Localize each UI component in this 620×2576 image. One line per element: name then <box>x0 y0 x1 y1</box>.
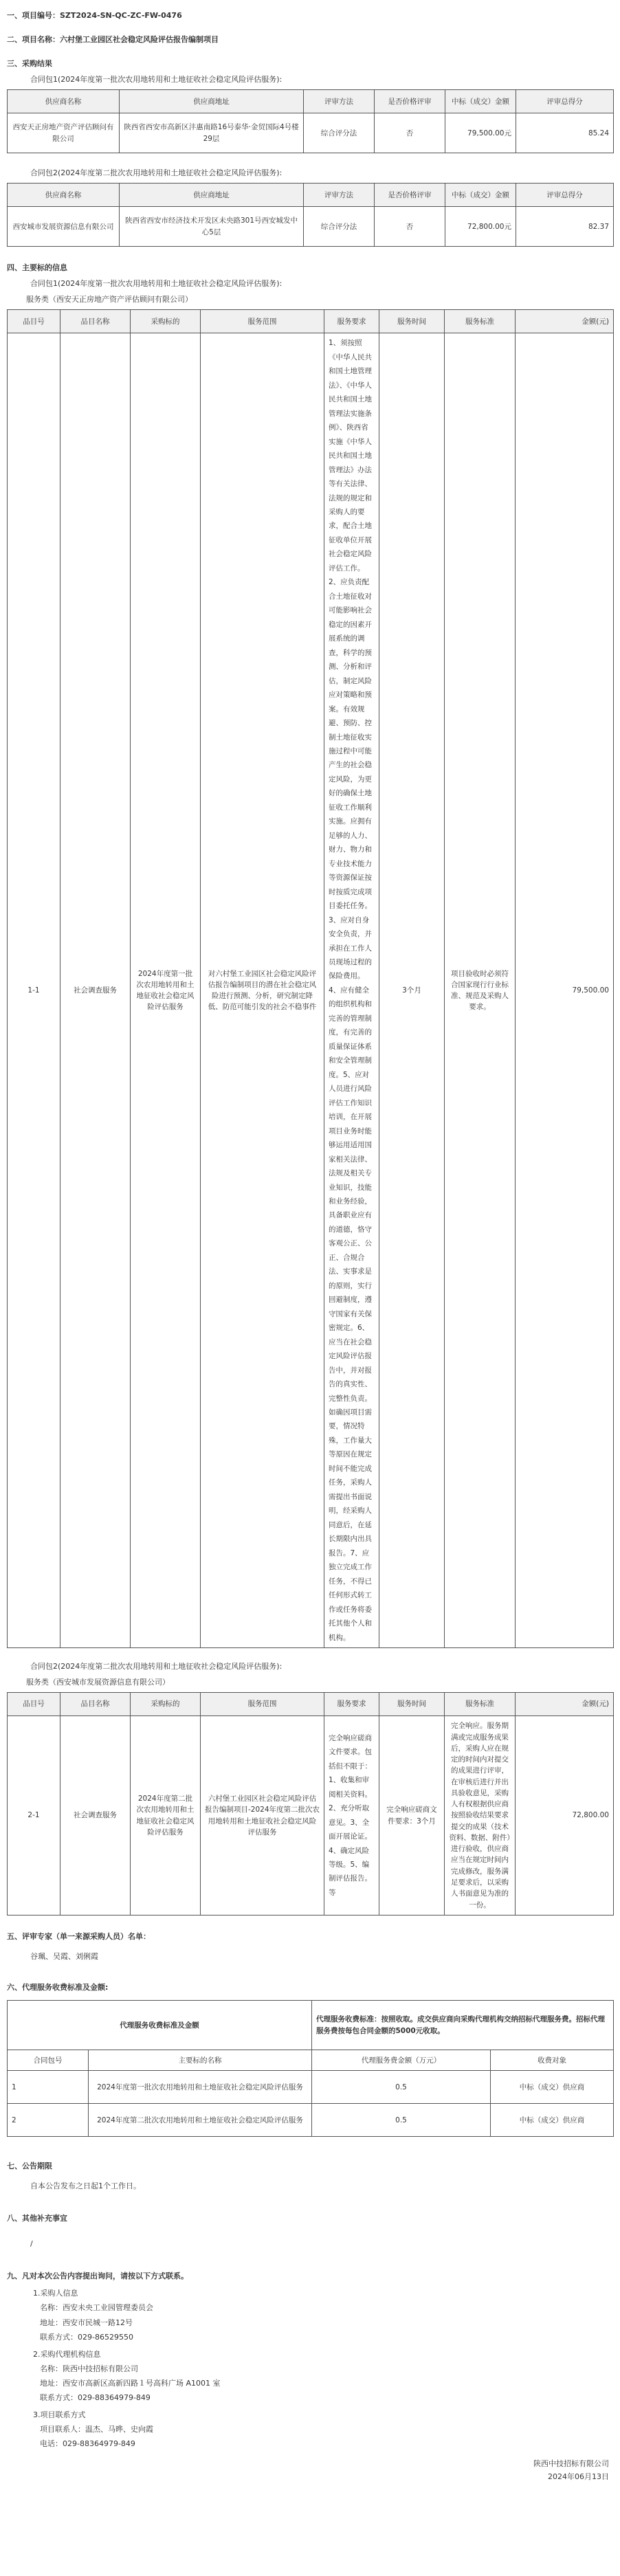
result-pkg2-intro: 合同包2(2024年度第二批次农用地转用和土地征收社会稳定风险评估服务): <box>30 168 283 178</box>
buyer-name: 名称：西安未央工业园管理委员会 <box>40 2303 153 2313</box>
agency-address: 地址：西安市高新区高新四路１号高科广场 A1001 室 <box>40 2378 221 2388</box>
col-requirements: 服务要求 <box>324 1693 379 1716</box>
items-table-header <box>8 310 614 333</box>
items-pkg2-service-line: 服务类（西安城市发展资源信息有限公司） <box>26 1678 170 1687</box>
col-bid-amount: 中标（成交）金额 <box>445 184 516 207</box>
fee-table-top-header <box>8 2001 614 2050</box>
item-requirements: 1、须按照《中华人民共和国土地管理法》、《中华人民共和国土地管理法实施条例》、陕西省实施《中华人民共和国土地管理法》办法等有关法律、法规的规定和采购人的要求，配合土地征收单位开展社会稳定风险评估工作。2、应负责配合土地征收对可能影响社会稳定的因素开展系统的调查，科学的预测、分析和评估，制定风险应对策略和预案。有效规避、预防、控制土地征收实施过程中可能产生的社会稳定风险，为更好的确保土地征收工作顺利实施。应拥有足够的人力、财力、物力和专业技术能力等资源保证按时按质完成项目委托任务。3、应对自身安全负责，并承担在工作人员现场过程的保险费用。4、应有健全的组织机构和完善的管理制度，有完善的质量保证体系和安全管理制度。5、应对人员进行风险评估工作知识培训，在开展项目业务时能够运用适用国家相关法律、法规及相关专业知识，技能和业务经验，具备职业应有的道德，恪守客观公正、公正、合规合法、实事求是的原则，实行回避制度，遵守国家有关保密规定。6、应当在社会稳定风险评估报告中，并对报告的真实性、完整性负责。如确因项目需要，情况特殊，工作量大等原因在规定时间不能完成任务，采购人需提出书面说明，经采购人同意后，在延长期限内出具报告。7、应独立完成工作任务，不得已任何形式转工作或任务将委托其他个人和机构。 <box>324 333 379 1648</box>
item-standard: 完全响应。服务期满或完成服务成果后，采购人应在规定的时间内对提交的成果进行评审，在审核后进行并出具验收意见，采购人有权根据供应商按照验收结果要求提交的成果（技术资料、数据、附件）进行验收，供应商应当在规定时间内完成修改，服务满足要求后，以采购人书面意见为准的一份。 <box>445 1716 516 1916</box>
col-total-score: 评审总得分 <box>516 90 614 113</box>
bid-amount: 72,800.00元 <box>445 207 516 247</box>
experts-heading: 五、评审专家（单一来源采购人员）名单： <box>7 1932 151 1942</box>
supplier-name: 西安天正房地产资产评估顾问有限公司 <box>8 113 120 153</box>
col-scope: 服务范围 <box>201 1693 324 1716</box>
item-amount: 79,500.00 <box>516 333 614 1648</box>
project-contact-phone: 电话：029-88364979-849 <box>40 2439 135 2448</box>
col-item-name: 品目名称 <box>60 310 131 333</box>
items-table-header <box>8 1693 614 1716</box>
fee-payer: 中标（成交）供应商 <box>491 2071 614 2104</box>
item-standard: 项目验收时必须符合国家现行行业标准、规范及采购人要求。 <box>445 333 516 1648</box>
item-amount: 72,800.00 <box>516 1716 614 1916</box>
item-scope: 六村堡工业园区社会稳定风险评估报告编制项目-2024年度第二批次农用地转用和土地征收社会稳定风险评估服务 <box>201 1716 324 1916</box>
main-target: 2024年度第二批次农用地转用和土地征收社会稳定风险评估服务 <box>89 2104 312 2137</box>
item-scope: 对六村堡工业园区社会稳定风险评估报告编制项目的潜在社会稳定风险进行预测、分析，研究制定降低、防范可能引发的社会不稳事件 <box>201 333 324 1648</box>
col-supplier-name: 供应商名称 <box>8 184 120 207</box>
table-row <box>8 2071 614 2104</box>
item-name: 社会调查服务 <box>60 333 131 1648</box>
col-review-method: 评审方法 <box>304 184 375 207</box>
col-price-review: 是否价格评审 <box>375 184 445 207</box>
result-table-pkg1 <box>7 89 614 153</box>
item-name: 社会调查服务 <box>60 1716 131 1916</box>
price-review: 否 <box>375 113 445 153</box>
col-item-name: 品目名称 <box>60 1693 131 1716</box>
item-time: 3个月 <box>379 333 445 1648</box>
contract-no: 2 <box>8 2104 89 2137</box>
col-supplier-name: 供应商名称 <box>8 90 120 113</box>
buyer-phone: 联系方式：029-86529550 <box>40 2332 133 2342</box>
col-main-target: 主要标的名称 <box>89 2050 312 2071</box>
col-standard: 服务标准 <box>445 1693 516 1716</box>
col-item-no: 品目号 <box>8 1693 60 1716</box>
col-amount: 金额(元) <box>516 310 614 333</box>
item-time: 完全响应磋商文件要求：3个月 <box>379 1716 445 1916</box>
review-method: 综合评分法 <box>304 113 375 153</box>
col-item-no: 品目号 <box>8 310 60 333</box>
fee-left-head: 代理服务收费标准及金额 <box>8 2001 312 2050</box>
table-row <box>8 113 614 153</box>
col-fee-payer: 收费对象 <box>491 2050 614 2071</box>
notice-period-text: 自本公告发布之日起1个工作日。 <box>30 2181 141 2191</box>
col-review-method: 评审方法 <box>304 90 375 113</box>
result-table-pkg2 <box>7 183 614 247</box>
col-time: 服务时间 <box>379 310 445 333</box>
col-requirements: 服务要求 <box>324 310 379 333</box>
table-row <box>8 1716 614 1916</box>
col-amount: 金额(元) <box>516 1693 614 1716</box>
buyer-address: 地址：西安市民城一路12号 <box>40 2318 133 2327</box>
items-pkg2-intro: 合同包2(2024年度第二批次农用地转用和土地征收社会稳定风险评估服务): <box>30 1661 283 1671</box>
col-fee-amount: 代理服务费金额（万元） <box>312 2050 491 2071</box>
project-number <box>7 10 613 21</box>
project-name-label: 二、项目名称： <box>7 35 60 45</box>
col-scope: 服务范围 <box>201 310 324 333</box>
project-number-value: SZT2024-SN-QC-ZC-FW-0476 <box>60 11 182 20</box>
col-target: 采购标的 <box>131 1693 201 1716</box>
table-row <box>8 2104 614 2137</box>
agency-info-heading: 2.采购代理机构信息 <box>33 2349 101 2359</box>
fee-right-head: 代理服务收费标准：按照收取。成交供应商向采购代理机构交纳招标代理服务费。招标代理服务费按每包合同金额的5000元收取。 <box>312 2001 614 2050</box>
supplier-address: 陕西省西安市高新区沣惠南路16号泰华·金贸国际4号楼29层 <box>120 113 304 153</box>
main-items-heading: 四、主要标的信息 <box>7 263 67 273</box>
result-pkg1-intro: 合同包1(2024年度第一批次农用地转用和土地征收社会稳定风险评估服务): <box>30 75 283 85</box>
items-table-pkg2 <box>7 1692 614 1916</box>
notice-period-heading: 七、公告期限 <box>7 2162 52 2171</box>
review-method: 综合评分法 <box>304 207 375 247</box>
fee-payer: 中标（成交）供应商 <box>491 2104 614 2137</box>
project-name-value: 六村堡工业园区社会稳定风险评估报告编制项目 <box>60 35 219 45</box>
agency-fee-table <box>7 2000 614 2137</box>
fee-table-sub-header <box>8 2050 614 2071</box>
project-contact-heading: 3.项目联系方式 <box>33 2410 86 2419</box>
items-pkg1-intro: 合同包1(2024年度第一批次农用地转用和土地征收社会稳定风险评估服务): <box>30 279 283 289</box>
col-total-score: 评审总得分 <box>516 184 614 207</box>
supplier-name: 西安城市发展资源信息有限公司 <box>8 207 120 247</box>
price-review: 否 <box>375 207 445 247</box>
contact-heading: 九、凡对本次公告内容提出询问，请按以下方式联系。 <box>7 2272 188 2281</box>
col-target: 采购标的 <box>131 310 201 333</box>
project-number-label: 一、项目编号： <box>7 11 60 20</box>
table-row <box>8 333 614 1648</box>
supplier-address: 陕西省西安市经济技术开发区未央路301号西安城发中心5层 <box>120 207 304 247</box>
signature-date: 2024年06月13日 <box>548 2472 609 2481</box>
result-table-header <box>8 90 614 113</box>
items-pkg1-service-line: 服务类（西安天正房地产资产评估顾问有限公司） <box>26 295 192 304</box>
col-bid-amount: 中标（成交）金额 <box>445 90 516 113</box>
item-no: 2-1 <box>8 1716 60 1916</box>
experts-names: 谷珮、吴霞、刘俐霞 <box>30 1952 98 1962</box>
other-matters-heading: 八、其他补充事宜 <box>7 2214 67 2223</box>
project-name <box>7 34 613 45</box>
project-contact-person: 项目联系人：温杰、马晔、史向霞 <box>40 2424 153 2434</box>
agency-fee-heading: 六、代理服务收费标准及金额: <box>7 1983 109 1992</box>
agency-name: 名称：陕西中技招标有限公司 <box>40 2364 138 2373</box>
item-target: 2024年度第二批次农用地转用和土地征收社会稳定风险评估服务 <box>131 1716 201 1916</box>
total-score: 82.37 <box>516 207 614 247</box>
col-price-review: 是否价格评审 <box>375 90 445 113</box>
item-no: 1-1 <box>8 333 60 1648</box>
col-time: 服务时间 <box>379 1693 445 1716</box>
item-requirements: 完全响应磋商文件要求。包括但不限于：1、收集和审阅相关资料。2、充分听取意见。3、全面开展论证。4、确定风险等级。5、编制评估报告。等 <box>324 1716 379 1916</box>
procurement-result-heading: 三、采购结果 <box>7 59 52 69</box>
fee-amount: 0.5 <box>312 2104 491 2137</box>
col-supplier-address: 供应商地址 <box>120 184 304 207</box>
signature-org: 陕西中技招标有限公司 <box>533 2458 609 2468</box>
col-contract-no: 合同包号 <box>8 2050 89 2071</box>
fee-amount: 0.5 <box>312 2071 491 2104</box>
contract-no: 1 <box>8 2071 89 2104</box>
result-table-header <box>8 184 614 207</box>
total-score: 85.24 <box>516 113 614 153</box>
table-row <box>8 207 614 247</box>
other-matters-text: / <box>30 2239 33 2249</box>
buyer-info-heading: 1.采购人信息 <box>33 2289 78 2298</box>
agency-phone: 联系方式：029-88364979-849 <box>40 2392 151 2402</box>
bid-amount: 79,500.00元 <box>445 113 516 153</box>
items-table-pkg1 <box>7 309 614 1648</box>
main-target: 2024年度第一批次农用地转用和土地征收社会稳定风险评估服务 <box>89 2071 312 2104</box>
item-target: 2024年度第一批次农用地转用和土地征收社会稳定风险评估服务 <box>131 333 201 1648</box>
col-standard: 服务标准 <box>445 310 516 333</box>
col-supplier-address: 供应商地址 <box>120 90 304 113</box>
